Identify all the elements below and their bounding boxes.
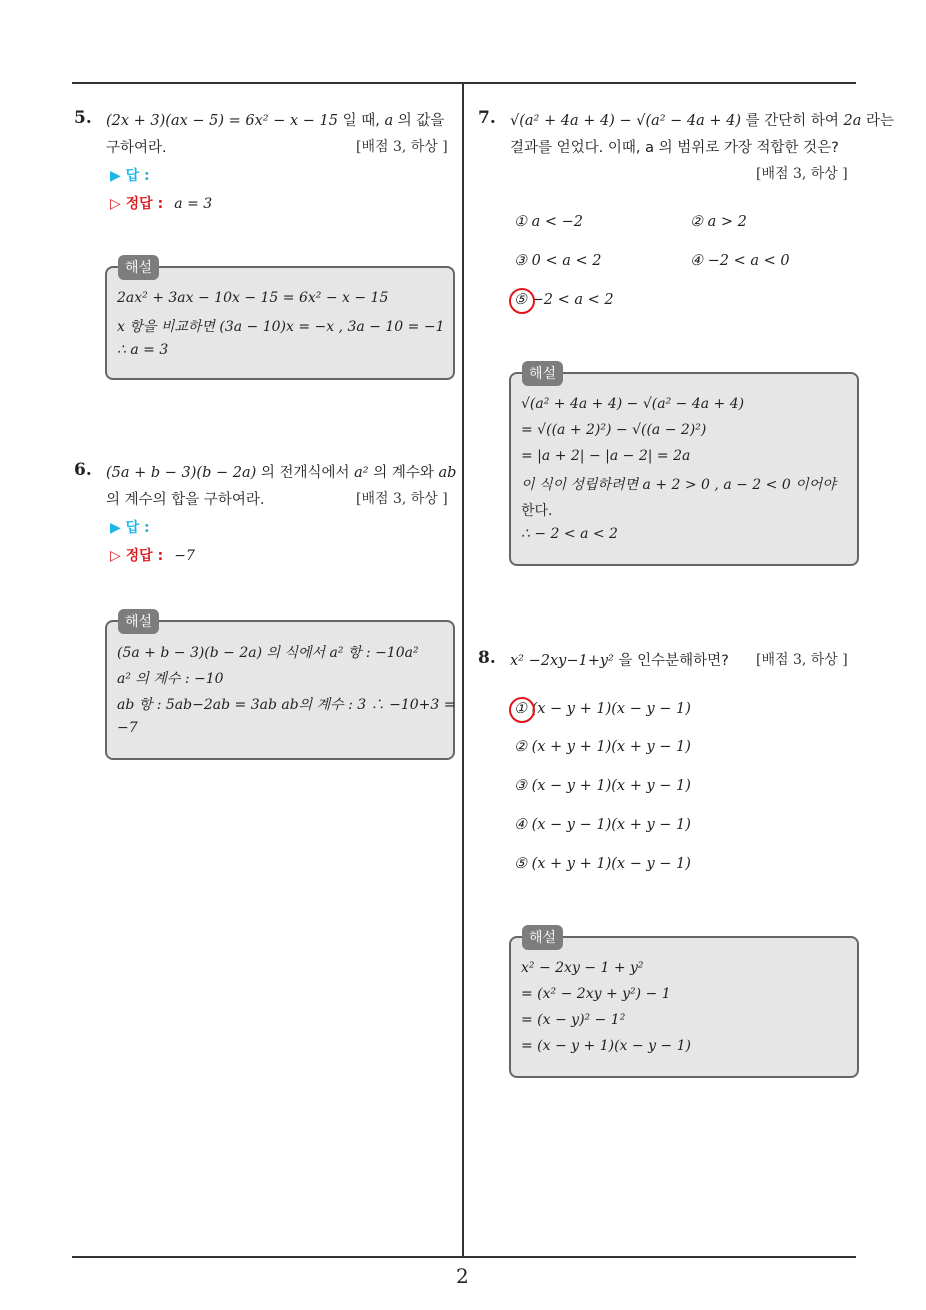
choice-5[interactable]: ⑤ (x + y + 1)(x − y − 1) (514, 856, 691, 872)
explanation-line: 한다. (521, 503, 553, 519)
question-math: (2x + 3)(ax − 5) = 6x² − x − 15 (106, 113, 338, 129)
question-text-line1 (510, 649, 729, 670)
question-text-line2: 구하여라. (106, 140, 167, 156)
question-number: 7. (478, 108, 496, 128)
question-text-line2: 결과를 얻었다. 이때, a 의 범위로 가장 적합한 것은? (510, 140, 839, 156)
explanation-line: x 항을 비교하면 (3a − 10)x = −x , 3a − 10 = −1 (117, 319, 445, 335)
question-text-mid: 의 계수와 (368, 465, 439, 481)
question-number: 6. (74, 460, 92, 480)
question-var: a (384, 113, 394, 129)
choice-1[interactable]: ① a < −2 (514, 214, 583, 230)
explanation-line: √(a² + 4a + 4) − √(a² − 4a + 4) (521, 396, 745, 412)
selected-choice-mark (509, 697, 535, 723)
explanation-line: ∴ a = 3 (117, 342, 169, 358)
explanation-line: = |a + 2| − |a − 2| = 2a (521, 448, 691, 464)
explanation-line: x² − 2xy − 1 + y² (521, 960, 644, 976)
correct-answer (110, 545, 195, 565)
question-meta: [배점 3, 하상 ] (356, 139, 448, 155)
choice-1[interactable]: ① (x − y + 1)(x − y − 1) (514, 701, 691, 717)
choice-3[interactable]: ③ 0 < a < 2 (514, 253, 602, 269)
explanation-line: (5a + b − 3)(b − 2a) 의 식에서 a² 항 : −10a² (117, 645, 419, 661)
question-math: x² −2xy−1+y² (510, 653, 614, 669)
question-text-line1 (106, 461, 456, 482)
explanation-line: ab 항 : 5ab−2ab = 3ab ab의 계수 : 3 ∴ −10+3 = (117, 697, 456, 713)
choice-3[interactable]: ③ (x − y + 1)(x + y − 1) (514, 778, 691, 794)
explanation-box (509, 936, 859, 1078)
explanation-box (105, 620, 455, 760)
bottom-rule (72, 1256, 856, 1258)
explanation-box (105, 266, 455, 380)
selected-choice-mark (509, 288, 535, 314)
question-text-line1 (106, 109, 444, 130)
explanation-line: = (x² − 2xy + y²) − 1 (521, 986, 671, 1002)
correct-label: ▷ 정답 : (110, 548, 164, 564)
page-number: 2 (456, 1264, 469, 1288)
column-divider (462, 82, 464, 1256)
question-text-line1 (510, 109, 894, 130)
question-text: 을 인수분해하면? (613, 653, 729, 669)
question-number: 5. (74, 108, 92, 128)
explanation-line: 이 식이 성립하려면 a + 2 > 0 , a − 2 < 0 이어야 (521, 477, 836, 493)
choice-2[interactable]: ② (x + y + 1)(x + y − 1) (514, 739, 691, 755)
choice-2[interactable]: ② a > 2 (690, 214, 747, 230)
question-text-end: 라는 (861, 113, 895, 129)
correct-value: a = 3 (174, 196, 213, 212)
question-var2: ab (438, 465, 457, 481)
choice-4[interactable]: ④ (x − y − 1)(x + y − 1) (514, 817, 691, 833)
question-text-line2: 의 계수의 합을 구하여라. (106, 492, 265, 508)
explanation-line: −7 (117, 720, 138, 736)
explanation-line: 2ax² + 3ax − 10x − 15 = 6x² − x − 15 (117, 290, 389, 306)
question-text: 를 간단히 하여 (741, 113, 844, 129)
answer-label: ▶ 답 : (110, 520, 150, 536)
explanation-tag: 해설 (522, 925, 563, 950)
choice-5[interactable]: ⑤ −2 < a < 2 (514, 292, 614, 308)
correct-value: −7 (174, 548, 195, 564)
question-meta: [배점 3, 하상 ] (756, 166, 848, 182)
question-meta: [배점 3, 하상 ] (756, 652, 848, 668)
explanation-tag: 해설 (118, 609, 159, 634)
explanation-box (509, 372, 859, 566)
question-meta: [배점 3, 하상 ] (356, 491, 448, 507)
answer-label: ▶ 답 : (110, 168, 150, 184)
question-math: √(a² + 4a + 4) − √(a² − 4a + 4) (510, 113, 742, 129)
question-text-end: 의 값을 (393, 113, 445, 129)
question-math: (5a + b − 3)(b − 2a) (106, 465, 257, 481)
question-text: 의 전개식에서 (256, 465, 355, 481)
question-text: 일 때, (338, 113, 385, 129)
question-number: 8. (478, 648, 496, 668)
explanation-tag: 해설 (522, 361, 563, 386)
explanation-line: a² 의 계수 : −10 (117, 671, 224, 687)
explanation-line: = √((a + 2)²) − √((a − 2)²) (521, 422, 707, 438)
choice-4[interactable]: ④ −2 < a < 0 (690, 253, 790, 269)
explanation-line: = (x − y + 1)(x − y − 1) (521, 1038, 691, 1054)
explanation-tag: 해설 (118, 255, 159, 280)
question-var: 2a (843, 113, 862, 129)
correct-label: ▷ 정답 : (110, 196, 164, 212)
explanation-line: ∴ − 2 < a < 2 (521, 526, 618, 542)
question-var: a² (354, 465, 369, 481)
explanation-line: = (x − y)² − 1² (521, 1012, 626, 1028)
correct-answer (110, 193, 212, 213)
top-rule (72, 82, 856, 84)
